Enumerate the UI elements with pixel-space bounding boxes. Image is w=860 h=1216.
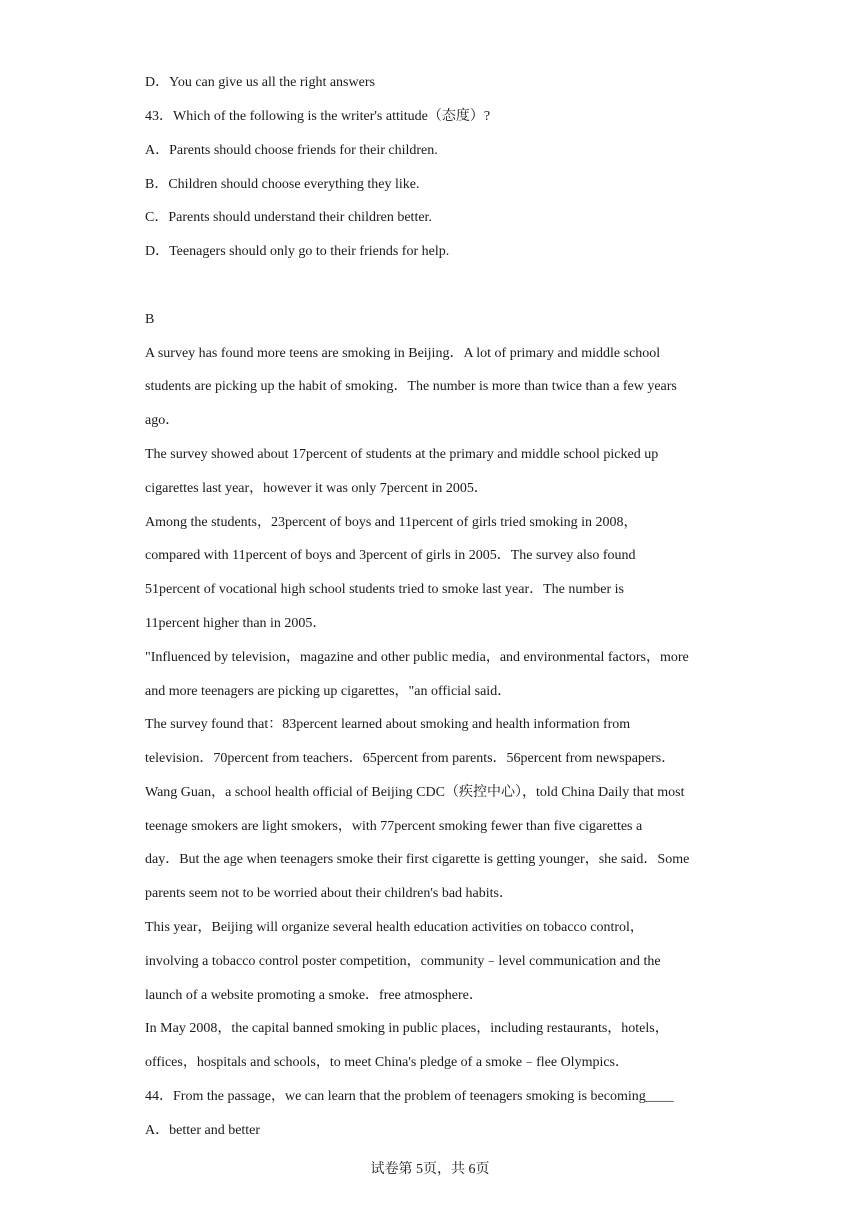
q44-stem: 44．From the passage，we can learn that the problem of teenagers smoking is becoming____	[145, 1089, 674, 1104]
q43-option-c: C．Parents should understand their children better.	[145, 210, 432, 225]
passage-line: involving a tobacco control poster competition，community﹣level communication and the	[145, 954, 661, 969]
passage-line: and more teenagers are picking up cigarettes，"an official said．	[145, 684, 512, 699]
passage-line: teenage smokers are light smokers，with 77percent smoking fewer than five cigarettes a	[145, 819, 643, 834]
passage-line: "Influenced by television，magazine and other public media，and environmental factors，more	[145, 650, 689, 665]
passage-line: 51percent of vocational high school students tried to smoke last year．The number is	[145, 582, 624, 597]
passage-line: 11percent higher than in 2005．	[145, 616, 327, 631]
passage-line: television．70percent from teachers．65percent from parents．56percent from newspapers．	[145, 751, 676, 766]
passage-line: Wang Guan，a school health official of Beijing CDC（疾控中心），told China Daily that most	[145, 785, 685, 800]
passage-line: ago．	[145, 413, 180, 428]
passage-line: students are picking up the habit of smoking．The number is more than twice than a few years	[145, 379, 677, 394]
page-footer: 试卷第 5页，共 6页	[370, 1162, 490, 1177]
passage-line: The survey showed about 17percent of students at the primary and middle school picked up	[145, 447, 659, 462]
passage-line: This year，Beijing will organize several health education activities on tobacco control，	[145, 920, 644, 935]
passage-line: parents seem not to be worried about their children's bad habits．	[145, 886, 513, 901]
passage-line: Among the students，23percent of boys and 11percent of girls tried smoking in 2008，	[145, 515, 638, 530]
passage-heading: B	[145, 312, 155, 327]
passage-line: compared with 11percent of boys and 3percent of girls in 2005．The survey also found	[145, 548, 636, 563]
passage-line: launch of a website promoting a smoke．free atmosphere．	[145, 988, 483, 1003]
q43-stem: 43．Which of the following is the writer's attitude（态度）?	[145, 109, 491, 124]
passage-line: The survey found that：83percent learned about smoking and health information from	[145, 717, 631, 732]
q44-option-a: A．better and better	[145, 1123, 261, 1138]
q42-option-d: D．You can give us all the right answers	[145, 75, 375, 90]
q43-option-a: A．Parents should choose friends for their children.	[145, 143, 438, 158]
passage-line: offices，hospitals and schools，to meet China's pledge of a smoke﹣flee Olympics．	[145, 1055, 630, 1070]
q43-option-b: B．Children should choose everything they like.	[145, 177, 420, 192]
passage-line: cigarettes last year，however it was only 7percent in 2005．	[145, 481, 488, 496]
q43-option-d: D．Teenagers should only go to their friends for help.	[145, 244, 450, 259]
passage-line: A survey has found more teens are smoking in Beijing．A lot of primary and middle school	[145, 346, 661, 361]
passage-line: In May 2008，the capital banned smoking in public places，including restaurants，hotels，	[145, 1021, 669, 1036]
passage-line: day．But the age when teenagers smoke their first cigarette is getting younger，she said．Some	[145, 852, 690, 867]
